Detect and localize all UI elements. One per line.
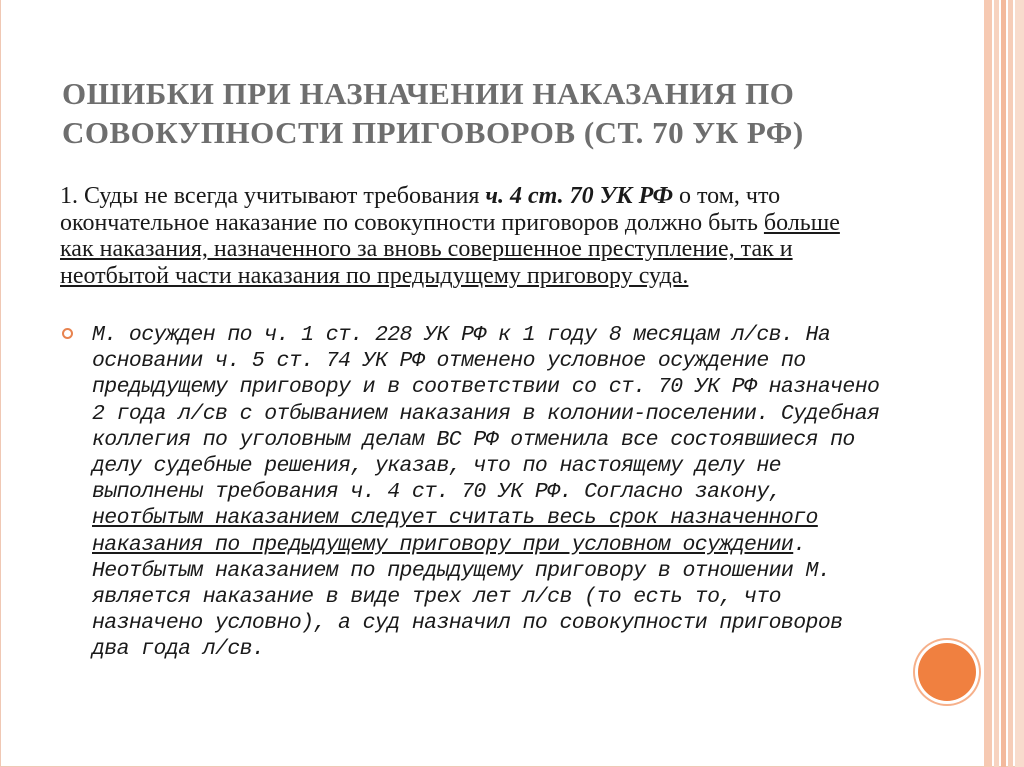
point-1-middle: о том, что окончательное наказание по совокупности приговоров должно быть (60, 183, 781, 236)
decor-stripe (994, 0, 999, 767)
point-1-prefix: 1. Суды не всегда учитывают требования (60, 183, 486, 209)
decor-stripe (984, 0, 992, 767)
decor-stripe (1008, 0, 1013, 767)
title-line-1: ОШИБКИ ПРИ НАЗНАЧЕНИИ НАКАЗАНИЯ ПО (62, 76, 795, 111)
orange-circle-icon (918, 643, 976, 701)
point-1-paragraph (60, 183, 870, 289)
case-text-before: М. осужден по ч. 1 ст. 228 УК РФ к 1 году 8 месяцам л/св. На основании ч. 5 ст. 74 УК РФ отменено условное осуждение по предыдущему приговору и в соответствии со ст. 70 УК РФ назначено 2 года л/св с отбыванием наказания в колонии-поселении. Судебная коллегия по уголовным делам ВС РФ отменила все состоявшиеся по делу судебные решения, указав, что по настоящему делу не выполнены требования ч. 4 ст. 70 УК РФ. Согласно закону, (92, 323, 880, 505)
title-line-2: СОВОКУПНОСТИ ПРИГОВОРОВ (СТ. 70 УК РФ) (62, 115, 804, 150)
case-bullet-text (92, 322, 882, 663)
decor-stripe (1015, 0, 1024, 767)
bullet-circle-icon (62, 328, 73, 339)
case-text-after: . Неотбытым наказанием по предыдущему приговору в отношении М. является наказание в виде трех лет л/св (то есть то, что назначено условно), а суд назначил по совокупности приговоров два года л/св. (92, 532, 843, 662)
case-text-underlined: неотбытым наказанием следует считать весь срок назначенного наказания по предыдущему приговору при условном осуждении (92, 506, 818, 557)
slide-title (62, 74, 922, 152)
point-1-law-reference: ч. 4 ст. 70 УК РФ (485, 183, 673, 209)
point-1-underlined: больше как наказания, назначенного за вновь совершенное преступление, так и неотбытой части наказания по предыдущему приговору суда. (60, 209, 840, 289)
decor-stripe (1001, 0, 1006, 767)
